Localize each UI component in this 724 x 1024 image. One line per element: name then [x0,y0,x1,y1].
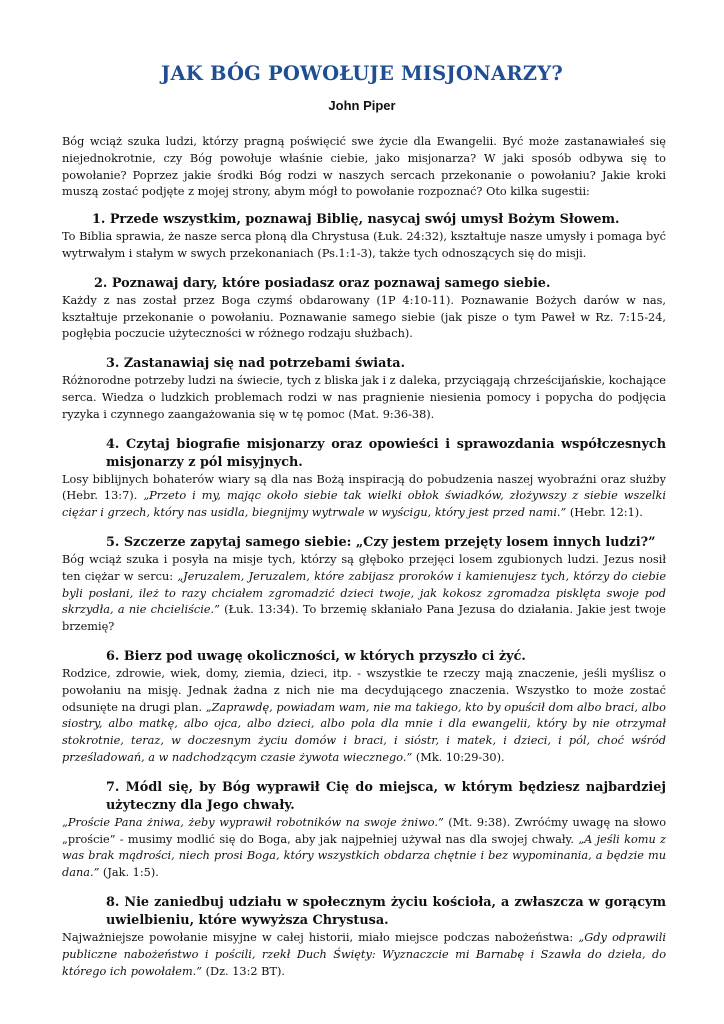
section-4 [62,436,666,522]
paragraph-text: To Biblia sprawia, że nasze serca płoną dla Chrystusa (Łuk. 24:32), kształtuje nasze umysły i pomaga być wytrwałym i stałym w swych przekonaniach (Ps.1:1-3), także tych odnoszących się do misji. [62,230,666,260]
scripture-quote: „Proście Pana żniwa, żeby wyprawił robotników na swoje żniwo.” [62,815,444,829]
paragraph-text: Bóg wciąż szuka i posyła na misje tych, którzy są głęboko przejęci losem zgubionych ludzi. Jezus nosił ten ciężar w sercu: [62,552,666,583]
author-name: John Piper [328,98,396,113]
paragraph-text: (Hebr. 12:1). [566,506,643,520]
section-7 [62,779,666,882]
section-8 [62,894,666,980]
section-heading: 3. Zastanawiaj się nad potrzebami świata. [106,356,406,372]
paragraph-text: (Łuk. 13:34). To brzemię skłaniało Pana Jezusa do działania. Jakie jest twoje brzemię? [62,603,666,634]
section-heading: 4. Czytaj biografie misjonarzy oraz opowieści i sprawozdania współczesnych misjonarzy z pól misyjnych. [106,436,666,470]
scripture-quote: „Gdy odprawili publiczne nabożeństwo i pościli, rzekł Duch Święty: Wyznaczcie mi Barnabę i Szawła do dzieła, do którego ich powołałem.” [62,930,666,978]
section-paragraph [62,815,666,882]
paragraph-text: (Mt. 9:38). Zwróćmy uwagę na słowo „proście” - musimy modlić się do Boga, aby jak najpełniej używał nas dla swojej chwały. [62,815,666,846]
section-heading: 8. Nie zaniedbuj udziału w społecznym życiu kościoła, a zwłaszcza w gorącym uwielbieniu, które wywyższa Chrystusa. [106,894,666,928]
paragraph-text: (Dz. 13:2 BT). [202,964,286,978]
section-paragraph [62,472,666,522]
paragraph-text: Każdy z nas został przez Boga czymś obdarowany (1P 4:10-11). Poznawanie Bożych darów w nas, kształtuje przekonanie o powołaniu. Poznawanie samego siebie (jak pisze o tym Paweł w Rz. 7:15-24, pogłębia poczucie użyteczności w różnego rodzaju służbach). [62,293,666,341]
scripture-quote: „Jeruzalem, Jeruzalem, które zabijasz proroków i kamienujesz tych, którzy do ciebie byli posłani, ileż to razy chciałem zgromadzić dzieci twoje, jak kokosz zgromadza pisklęta swoje pod skrzydła, a nie chcieliście.” [62,569,666,617]
scripture-quote: „Przeto i my, mając około siebie tak wielki obłok świadków, złożywszy z siebie wszelki ciężar i grzech, który nas usidla, biegnijmy wytrwale w wyścigu, który jest przed nami.” [62,489,666,520]
section-1 [62,211,666,263]
paragraph-text: Najważniejsze powołanie misyjne w całej historii, miało miejsce podczas nabożeństwa: [62,930,579,944]
section-5 [62,534,666,636]
section-heading: 6. Bierz pod uwagę okoliczności, w których przyszło ci żyć. [106,648,526,664]
section-paragraph [62,666,666,767]
section-paragraph [62,930,666,980]
document-title: JAK BÓG POWOŁUJE MISJONARZY? [161,62,563,85]
paragraph-text: (Mk. 10:29-30). [412,750,505,764]
section-paragraph [62,552,666,636]
section-heading: 7. Módl się, by Bóg wyprawił Cię do miejsca, w którym będziesz najbardziej użyteczny dla Jego chwały. [106,779,666,813]
intro-paragraph: Bóg wciąż szuka ludzi, którzy pragną poświęcić swe życie dla Ewangelii. Być może zastanawiałeś się niejednokrotnie, czy Bóg powołuje właśnie ciebie, jako misjonarza? W jaki sposób odbywa się to powołanie? Poprzez jakie środki Bóg rodzi w naszych sercach przekonanie o powołaniu? Jakie kroki muszą zostać podjęte z mojej strony, abym mógł to powołanie rozpoznać? Oto kilka sugestii: [62,135,666,199]
scripture-quote: „Zaprawdę, powiadam wam, nie ma takiego, kto by opuścił dom albo braci, albo siostry, albo matkę, albo ojca, albo dzieci, albo pola dla mnie i dla ewangelii, który by nie otrzymał stokrotnie, teraz, w doczesnym życiu domów i braci, i sióstr, i matek, i dzieci, i pól, choć wśród prześladowań, a w nadchodzącym czasie żywota wiecznego.” [62,700,666,764]
section-6 [62,648,666,767]
section-paragraph [62,293,666,343]
document-body [62,134,666,992]
section-heading: 5. Szczerze zapytaj samego siebie: „Czy jestem przejęty losem innych ludzi?” [106,534,656,550]
paragraph-text: Różnorodne potrzeby ludzi na świecie, tych z bliska jak i z daleka, przyciągają chrześcijańskie, kochające serca. Wiedza o ludzkich problemach rodzi w nas pragnienie niesienia pomocy i popycha do podjęcia ryzyka i czynnego zaangażowania się w tę pomoc (Mat. 9:36-38). [62,374,666,421]
section-paragraph [62,373,666,423]
paragraph-text: (Jak. 1:5). [99,866,159,880]
section-heading: 2. Poznawaj dary, które posiadasz oraz poznawaj samego siebie. [94,275,551,291]
paragraph-text: Losy biblijnych bohaterów wiary są dla nas Bożą inspiracją do pobudzenia naszej wyobraźni oraz służby (Hebr. 13:7). [62,472,666,503]
scripture-quote: „A jeśli komu z was brak mądrości, niech prosi Boga, który wszystkich obdarza chętnie i bez wypominania, a będzie mu dana.” [62,832,666,880]
section-paragraph [62,229,666,263]
section-3 [62,355,666,423]
section-2 [62,275,666,343]
paragraph-text: Rodzice, zdrowie, wiek, domy, ziemia, dzieci, itp. - wszystkie te rzeczy mają znaczenie, jeśli myślisz o powołaniu na misję. Jednak żadna z nich nie ma decydującego znaczenia. Wszystko to może zostać odsunięte na drugi plan. [62,666,666,714]
section-heading: 1. Przede wszystkim, poznawaj Biblię, nasycaj swój umysł Bożym Słowem. [92,212,620,228]
